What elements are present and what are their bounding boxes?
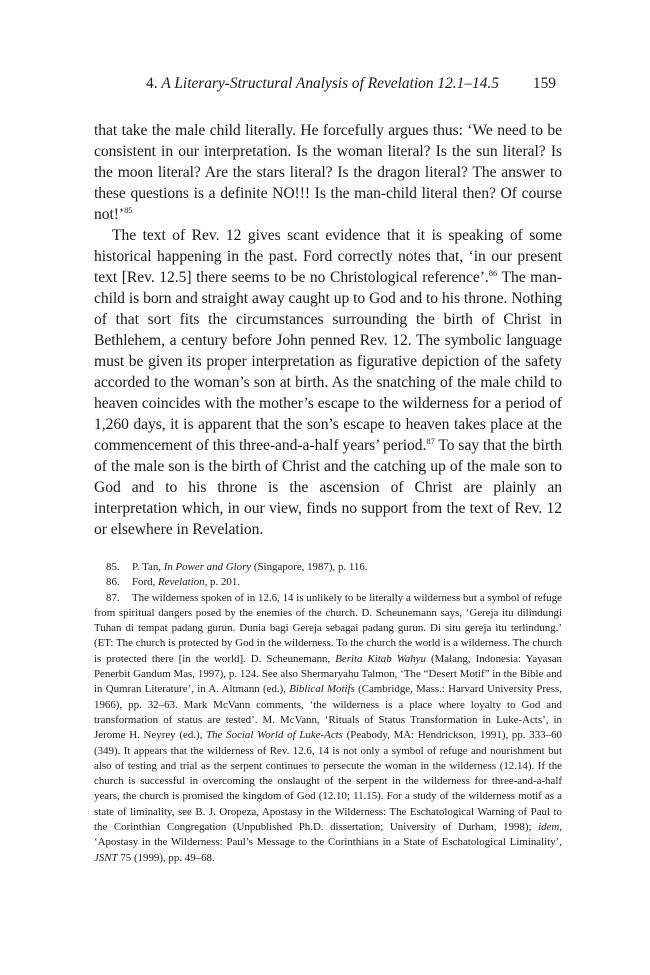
footnote-86	[94, 575, 562, 590]
footnote-ref-85[interactable]: 85	[124, 204, 133, 215]
book-page	[94, 70, 563, 864]
running-title	[146, 70, 499, 98]
footnote-text: P. Tan,	[132, 561, 164, 573]
footnote-italic: idem	[538, 821, 560, 834]
body-text	[94, 120, 562, 540]
chapter-number: 4.	[146, 75, 162, 92]
footnote-text: (Cambridge, Mass.: Harvard University Press, 1966), pp. 32–63. Mark McVann comments, ‘the wilderness is a place where loyalty to God and transformation of status are tested’. M. McVann, ‘Rituals of Status Transformation in Luke-Acts’, in Jerome H. Neyrey (ed.),	[94, 683, 562, 742]
footnotes	[94, 560, 562, 866]
footnote-text: (Malang, Indonesia: Yayasan Penerbit Gandum Mas, 1997), p. 124. See also Shermaryahu Talmon, ‘The “Desert Motif” in the Bible and in Qumran Literature’, in A. Altmann (ed.),	[94, 652, 562, 696]
footnote-italic: The Social World of Luke-Acts	[206, 729, 343, 742]
paragraph-1	[94, 120, 562, 225]
footnote-italic: In Power and Glory	[163, 561, 252, 573]
footnote-number: 85.	[106, 561, 120, 573]
footnote-text: , ‘Apostasy in the Wilderness: Paul’s Message to the Corinthians in a State of Eschatological Liminality’,	[94, 821, 562, 849]
paragraph-1-text: that take the male child literally. He forcefully argues thus: ‘We need to be consistent in our interpretation. Is the woman literal? Is the sun literal? Is the moon literal? Are the stars literal? Is the dragon literal? The answer to these questions is a definite NO!!! Is the man-child literal then? Of course not!’	[94, 122, 562, 223]
paragraph-2-text-b: The man-child is born and straight away caught up to God and to his throne. Nothing of that sort fits the circumstances surrounding the birth of Christ in Bethlehem, a century before John penned Rev. 12. The symbolic language must be given its proper interpretation as figurative depiction of the safety accorded to the woman’s son at birth. As the snatching of the male child to heaven coincides with the mother’s escape to the wilderness for a period of 1,260 days, it is apparent that the son’s escape to heaven takes place at the commencement of this three-and-a-half years’ period.	[94, 269, 563, 454]
paragraph-2-text-a: The text of Rev. 12 gives scant evidence that it is speaking of some historical happening in the past. Ford correctly notes that, ‘in our present text [Rev. 12.5] there seems to be no Christological reference’.	[94, 227, 562, 286]
footnote-85	[94, 560, 562, 575]
paragraph-2-text-c: To say that the birth of the male son is the birth of Christ and the catching up of the male son to God and to his throne is the ascension of Christ are plainly an interpretation which, in our view, finds no support from the text of Rev. 12 or elsewhere in Revelation.	[94, 437, 562, 538]
footnote-italic: Berita Kitab Wahyu	[335, 652, 426, 665]
footnote-italic: JSNT	[94, 851, 118, 864]
footnote-number: 87.	[106, 591, 120, 604]
footnote-number: 86.	[106, 576, 120, 589]
footnote-italic: Revelation	[158, 576, 205, 589]
footnote-text: 75 (1999), pp. 49–68.	[117, 851, 215, 864]
footnote-text: (Peabody, MA: Hendrickson, 1991), pp. 333–60 (349). It appears that the wilderness of Rev. 12.6, 14 is not only a symbol of refuge and nourishment but also of testing and trial as the serpent continues to persecute the woman in the wilderness (12.14). If the church is successful in overcoming the onslaught of the serpent in the wilderness for three-and-a-half years, the church is promised the kingdom of God (12.10; 11.15). For a study of the wilderness motif as a state of liminality, see B. J. Oropeza, Apostasy in the Wilderness: The Eschatological Warning of Paul to the Corinthian Congregation (Unpublished Ph.D. dissertation; University of Durham, 1998);	[94, 729, 562, 834]
footnote-ref-87[interactable]: 87	[426, 435, 435, 446]
footnote-text: , p. 201.	[204, 576, 241, 589]
footnote-ref-86[interactable]: 86	[488, 267, 498, 278]
footnote-87	[94, 591, 562, 866]
footnote-text: The wilderness spoken of in 12.6, 14 is unlikely to be literally a wilderness but a symbol of refuge from spiritual dangers posed by the enemies of the church. D. Scheunemann says, ‘Gereja itu dilindungi Tuhan di tempat padang gurun. Dunia bagi Gereja sebagai padang gurun. Di situ gereja itu terlindung.’ (ET: The church is protected by God in the wilderness. To the church the world is a wilderness. The church is protected there [in the world]. D. Scheunemann,	[94, 591, 562, 665]
chapter-title: A Literary-Structural Analysis of Revelation 12.1–14.5	[161, 75, 499, 92]
footnote-text: Ford,	[132, 576, 159, 589]
paragraph-2	[94, 225, 562, 540]
page-number: 159	[532, 75, 556, 92]
footnote-italic: Biblical Motifs	[289, 683, 355, 696]
footnote-text: (Singapore, 1987), p. 116.	[251, 561, 368, 573]
running-head	[94, 70, 562, 98]
